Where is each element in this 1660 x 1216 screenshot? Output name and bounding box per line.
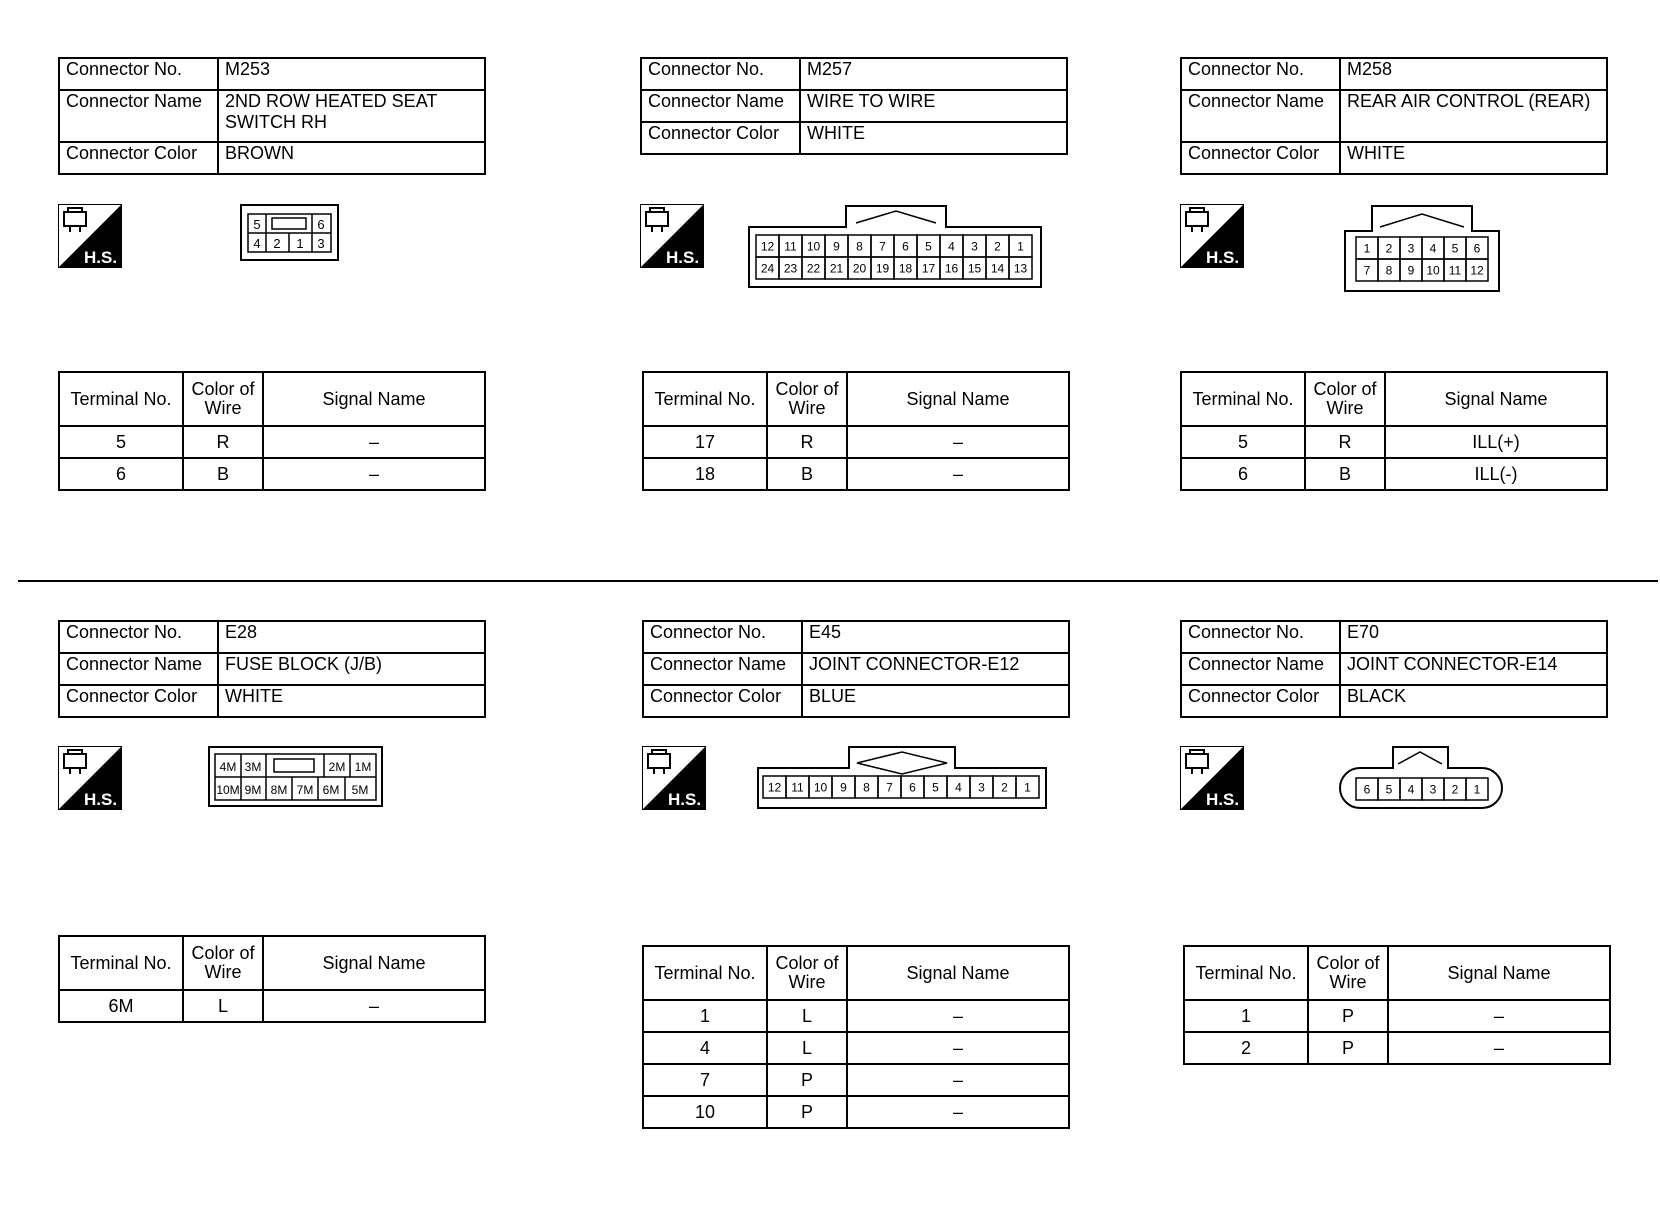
connector-face-m258 — [1344, 205, 1501, 293]
pin-label: 9 — [1407, 263, 1415, 278]
wire-color-cell: R — [1305, 426, 1385, 458]
wire-color-cell: B — [183, 458, 263, 490]
pin-label: 8 — [863, 780, 870, 795]
hs-label: H.S. — [84, 248, 118, 267]
pin-label: 10M — [216, 783, 240, 797]
pin-label: 8 — [1385, 263, 1393, 278]
pin-label: 6 — [317, 217, 325, 232]
harness-side-icon — [642, 746, 706, 810]
pin-label: 4 — [1407, 782, 1415, 797]
pin-label: 6 — [902, 239, 909, 254]
pin-label: 13 — [1013, 261, 1028, 276]
terminal-table — [58, 371, 486, 491]
terminal-no-cell: 2 — [1184, 1032, 1308, 1064]
pin-label: 15 — [967, 261, 982, 276]
pin-label: 3 — [978, 780, 985, 795]
signal-name-header: Signal Name — [263, 372, 485, 426]
connector-color-value: WHITE — [1340, 142, 1607, 174]
section-divider — [18, 580, 1658, 582]
pin-label: 23 — [783, 261, 798, 276]
pin-label: 6 — [1363, 782, 1371, 797]
hs-label: H.S. — [1206, 790, 1240, 809]
pin-label: 3 — [317, 236, 325, 251]
connector-name-value: JOINT CONNECTOR-E12 — [802, 653, 1069, 685]
connector-no-label: Connector No. — [641, 58, 800, 90]
connector-name-value: JOINT CONNECTOR-E14 — [1340, 653, 1607, 685]
pin-label: 19 — [875, 261, 890, 276]
pin-label: 7 — [879, 239, 886, 254]
pin-label: 4 — [955, 780, 962, 795]
connector-name-value: FUSE BLOCK (J/B) — [218, 653, 485, 685]
connector-color-value: BLUE — [802, 685, 1069, 717]
signal-name-cell: – — [847, 458, 1069, 490]
terminal-no-cell: 10 — [643, 1096, 767, 1128]
pin-label: 12 — [760, 239, 775, 254]
pin-label: 6 — [1473, 241, 1481, 256]
pin-label: 2M — [328, 760, 346, 774]
pin-label: 2 — [1451, 782, 1459, 797]
pin-label: 9 — [840, 780, 847, 795]
signal-name-cell: – — [847, 1000, 1069, 1032]
pin-label: 24 — [760, 261, 775, 276]
signal-name-cell: – — [1388, 1032, 1610, 1064]
pin-label: 5 — [925, 239, 932, 254]
wire-color-cell: R — [767, 426, 847, 458]
color-of-wire-header: Color of Wire — [183, 936, 263, 990]
wire-color-cell: P — [1308, 1032, 1388, 1064]
connector-name-value: WIRE TO WIRE — [800, 90, 1067, 122]
table-row — [643, 1032, 1069, 1064]
wire-color-cell: B — [1305, 458, 1385, 490]
pin-label: 16 — [944, 261, 959, 276]
connector-name-value: REAR AIR CONTROL (REAR) — [1340, 90, 1607, 142]
pin-label: 4M — [219, 760, 237, 774]
wire-color-cell: L — [767, 1032, 847, 1064]
pin-label: 14 — [990, 261, 1005, 276]
wire-color-cell: B — [767, 458, 847, 490]
terminal-table — [1180, 371, 1608, 491]
hs-label: H.S. — [1206, 248, 1240, 267]
connector-no-label: Connector No. — [1181, 58, 1340, 90]
signal-name-cell: – — [847, 426, 1069, 458]
pin-label: 4 — [948, 239, 955, 254]
pin-label: 2 — [994, 239, 1001, 254]
connector-name-label: Connector Name — [643, 653, 802, 685]
terminal-no-cell: 17 — [643, 426, 767, 458]
terminal-no-cell: 6 — [59, 458, 183, 490]
connector-face-e45 — [757, 746, 1048, 810]
terminal-table — [642, 371, 1070, 491]
table-row — [1184, 1032, 1610, 1064]
pin-label: 7 — [1363, 263, 1371, 278]
color-of-wire-header: Color of Wire — [767, 946, 847, 1000]
signal-name-cell: – — [1388, 1000, 1610, 1032]
connector-color-value: WHITE — [218, 685, 485, 717]
pin-label: 22 — [806, 261, 821, 276]
color-of-wire-header: Color of Wire — [1305, 372, 1385, 426]
connector-color-label: Connector Color — [643, 685, 802, 717]
connector-face-m253 — [240, 204, 340, 262]
pin-label: 10 — [1426, 263, 1440, 278]
connector-no-label: Connector No. — [643, 621, 802, 653]
pin-label: 9M — [244, 783, 262, 797]
pin-label: 5M — [351, 783, 369, 797]
pin-label: 8 — [856, 239, 863, 254]
pin-label: 8M — [270, 783, 288, 797]
terminal-no-cell: 6M — [59, 990, 183, 1022]
terminal-no-header: Terminal No. — [1184, 946, 1308, 1000]
pin-label: 5 — [932, 780, 939, 795]
terminal-table — [1183, 945, 1611, 1065]
table-row — [1184, 1000, 1610, 1032]
table-row — [643, 1000, 1069, 1032]
pin-label: 7M — [296, 783, 314, 797]
connector-name-label: Connector Name — [641, 90, 800, 122]
pin-label: 3 — [971, 239, 978, 254]
connector-color-label: Connector Color — [1181, 142, 1340, 174]
table-row — [643, 426, 1069, 458]
wire-color-cell: R — [183, 426, 263, 458]
table-row — [59, 990, 485, 1022]
signal-name-header: Signal Name — [847, 946, 1069, 1000]
pin-label: 9 — [833, 239, 840, 254]
connector-color-value: BROWN — [218, 142, 485, 174]
pin-label: 21 — [829, 261, 844, 276]
wire-color-cell: L — [183, 990, 263, 1022]
pin-label: 4 — [1429, 241, 1437, 256]
connector-color-label: Connector Color — [1181, 685, 1340, 717]
harness-side-icon — [640, 204, 704, 268]
terminal-no-cell: 6 — [1181, 458, 1305, 490]
connector-name-value: 2ND ROW HEATED SEAT SWITCH RH — [218, 90, 485, 142]
pin-label: 2 — [1001, 780, 1008, 795]
signal-name-cell: – — [263, 458, 485, 490]
connector-color-label: Connector Color — [641, 122, 800, 154]
hs-label: H.S. — [668, 790, 702, 809]
pin-label: 18 — [898, 261, 913, 276]
pin-label: 3 — [1429, 782, 1437, 797]
connector-no-value: E45 — [802, 621, 1069, 653]
connector-face-e28 — [208, 746, 384, 808]
pin-label: 1 — [1363, 241, 1371, 256]
connector-face-e70 — [1338, 746, 1504, 810]
table-row — [643, 1064, 1069, 1096]
pin-label: 11 — [791, 780, 804, 795]
connector-color-value: BLACK — [1340, 685, 1607, 717]
connector-info-table — [58, 57, 486, 175]
terminal-no-cell: 7 — [643, 1064, 767, 1096]
connector-no-value: M257 — [800, 58, 1067, 90]
connector-no-value: M253 — [218, 58, 485, 90]
signal-name-cell: – — [847, 1032, 1069, 1064]
terminal-no-header: Terminal No. — [59, 936, 183, 990]
pin-label: 5 — [1451, 241, 1459, 256]
connector-name-label: Connector Name — [59, 90, 218, 142]
pin-label: 2 — [273, 236, 281, 251]
table-row — [1181, 426, 1607, 458]
pin-label: 1 — [296, 236, 304, 251]
harness-side-icon — [1180, 746, 1244, 810]
signal-name-cell: – — [847, 1096, 1069, 1128]
terminal-no-header: Terminal No. — [643, 372, 767, 426]
pin-label: 11 — [1448, 263, 1462, 278]
signal-name-header: Signal Name — [1385, 372, 1607, 426]
harness-side-icon — [58, 746, 122, 810]
pin-label: 6M — [322, 783, 340, 797]
color-of-wire-header: Color of Wire — [1308, 946, 1388, 1000]
wire-color-cell: P — [767, 1064, 847, 1096]
connector-color-label: Connector Color — [59, 685, 218, 717]
pin-label: 20 — [852, 261, 867, 276]
pin-label: 12 — [1470, 263, 1484, 278]
connector-color-value: WHITE — [800, 122, 1067, 154]
connector-no-value: M258 — [1340, 58, 1607, 90]
terminal-no-cell: 5 — [59, 426, 183, 458]
terminal-table — [642, 945, 1070, 1129]
pin-label: 11 — [784, 239, 797, 254]
terminal-no-cell: 1 — [643, 1000, 767, 1032]
table-row — [643, 1096, 1069, 1128]
terminal-table — [58, 935, 486, 1023]
hs-label: H.S. — [84, 790, 118, 809]
connector-info-table — [58, 620, 486, 718]
pin-label: 7 — [886, 780, 893, 795]
terminal-no-header: Terminal No. — [1181, 372, 1305, 426]
connector-info-table — [1180, 57, 1608, 175]
connector-info-table — [1180, 620, 1608, 718]
terminal-no-cell: 5 — [1181, 426, 1305, 458]
pin-label: 3 — [1407, 241, 1415, 256]
signal-name-cell: ILL(+) — [1385, 426, 1607, 458]
harness-side-icon — [1180, 204, 1244, 268]
signal-name-header: Signal Name — [263, 936, 485, 990]
connector-info-table — [642, 620, 1070, 718]
pin-label: 10 — [813, 780, 828, 795]
connector-no-label: Connector No. — [59, 58, 218, 90]
connector-no-label: Connector No. — [59, 621, 218, 653]
connector-name-label: Connector Name — [59, 653, 218, 685]
connector-info-table — [640, 57, 1068, 155]
terminal-no-cell: 1 — [1184, 1000, 1308, 1032]
connector-face-m257 — [748, 205, 1043, 289]
table-row — [643, 458, 1069, 490]
pin-label: 17 — [921, 261, 936, 276]
pin-label: 6 — [909, 780, 916, 795]
pin-label: 1 — [1017, 239, 1024, 254]
connector-no-label: Connector No. — [1181, 621, 1340, 653]
hs-label: H.S. — [666, 248, 700, 267]
table-row — [59, 458, 485, 490]
pin-label: 4 — [253, 236, 261, 251]
pin-label: 10 — [806, 239, 821, 254]
pin-label: 1 — [1024, 780, 1031, 795]
wire-color-cell: P — [1308, 1000, 1388, 1032]
harness-side-icon — [58, 204, 122, 268]
signal-name-cell: ILL(-) — [1385, 458, 1607, 490]
connector-no-value: E70 — [1340, 621, 1607, 653]
signal-name-cell: – — [263, 426, 485, 458]
connector-color-label: Connector Color — [59, 142, 218, 174]
pin-label: 5 — [253, 217, 261, 232]
wire-color-cell: L — [767, 1000, 847, 1032]
color-of-wire-header: Color of Wire — [767, 372, 847, 426]
terminal-no-header: Terminal No. — [643, 946, 767, 1000]
signal-name-cell: – — [263, 990, 485, 1022]
terminal-no-cell: 4 — [643, 1032, 767, 1064]
pin-label: 1 — [1473, 782, 1481, 797]
connector-no-value: E28 — [218, 621, 485, 653]
terminal-no-cell: 18 — [643, 458, 767, 490]
pin-label: 5 — [1385, 782, 1393, 797]
color-of-wire-header: Color of Wire — [183, 372, 263, 426]
pin-label: 12 — [767, 780, 782, 795]
wire-color-cell: P — [767, 1096, 847, 1128]
pin-label: 1M — [354, 760, 372, 774]
pin-label: 2 — [1385, 241, 1393, 256]
table-row — [59, 426, 485, 458]
connector-name-label: Connector Name — [1181, 90, 1340, 142]
signal-name-header: Signal Name — [847, 372, 1069, 426]
connector-name-label: Connector Name — [1181, 653, 1340, 685]
signal-name-header: Signal Name — [1388, 946, 1610, 1000]
table-row — [1181, 458, 1607, 490]
pin-label: 3M — [244, 760, 262, 774]
terminal-no-header: Terminal No. — [59, 372, 183, 426]
signal-name-cell: – — [847, 1064, 1069, 1096]
